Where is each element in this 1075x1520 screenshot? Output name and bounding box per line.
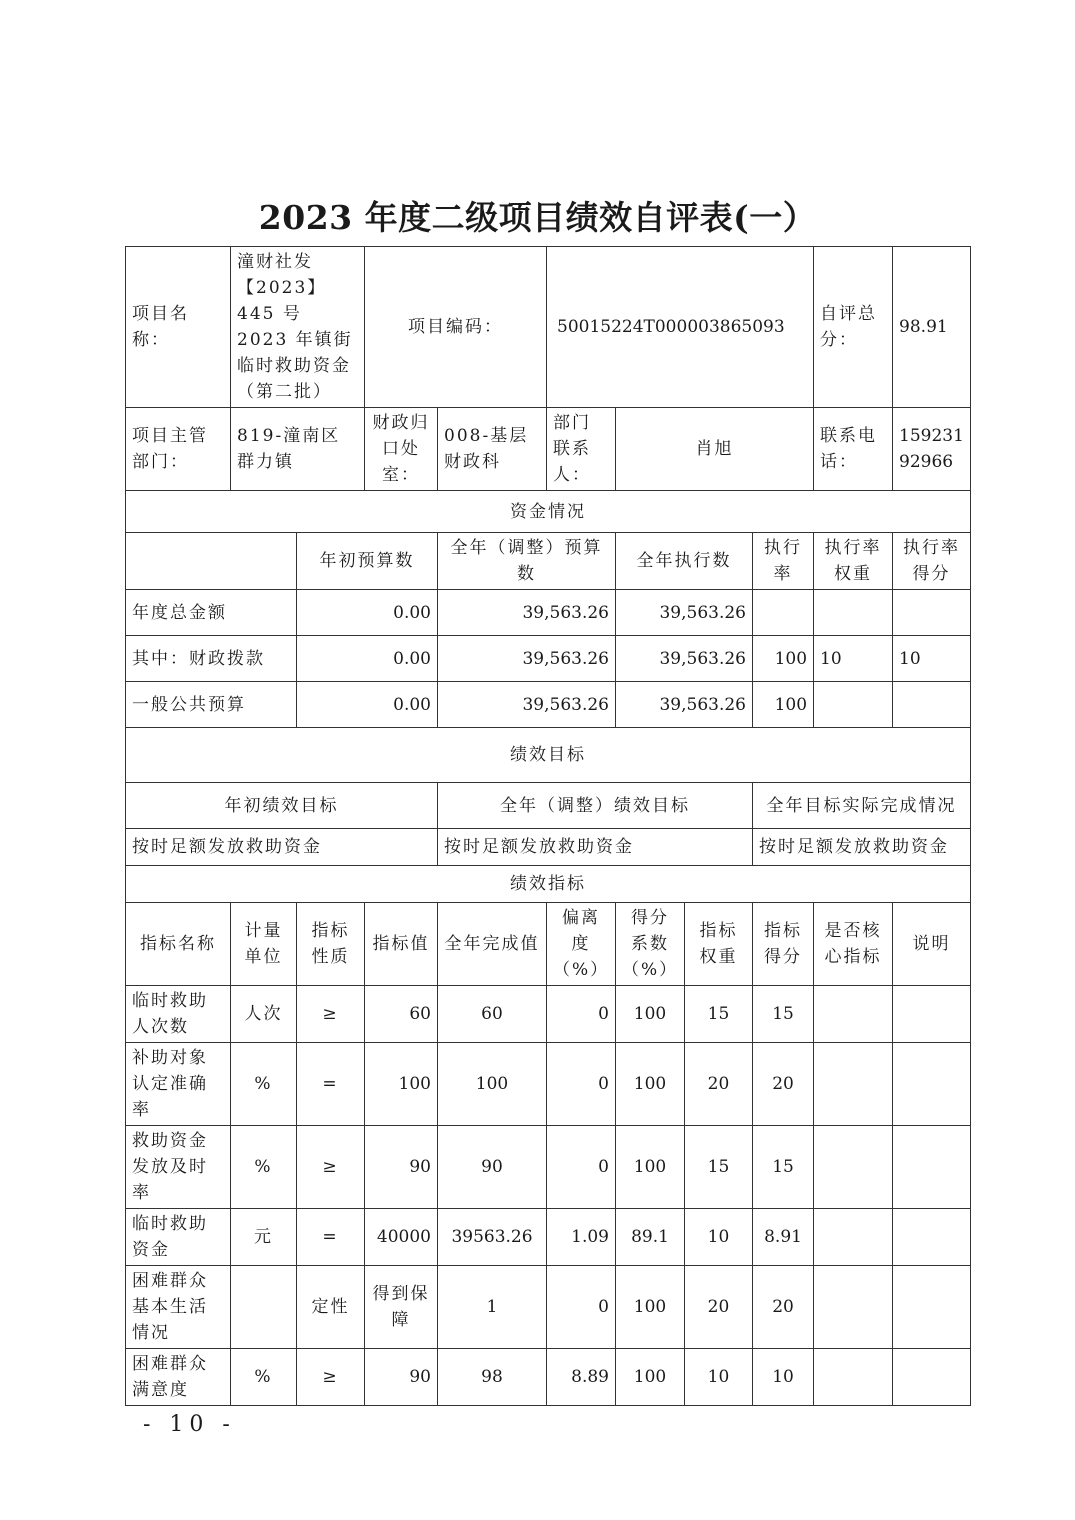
header-row-1 [126, 247, 971, 408]
ind-actual: 90 [438, 1126, 547, 1209]
ind-actual: 60 [438, 986, 547, 1043]
ind-col-actual: 全年完成值 [438, 903, 547, 986]
goals-adjusted: 按时足额发放救助资金 [438, 829, 753, 866]
ind-deviation: 0 [547, 1043, 616, 1126]
ind-name: 困难群众满意度 [126, 1349, 231, 1406]
ind-col-deviation: 偏离度（%） [547, 903, 616, 986]
funds-row-score: 10 [893, 636, 971, 682]
ind-score: 20 [753, 1043, 814, 1126]
contact-label: 部门联系人： [547, 408, 616, 491]
funds-row-executed: 39,563.26 [616, 636, 753, 682]
ind-coef: 89.1 [616, 1209, 685, 1266]
funds-row-adjusted: 39,563.26 [438, 636, 616, 682]
ind-unit: 人次 [231, 986, 297, 1043]
funds-row [126, 636, 971, 682]
ind-name: 临时救助资金 [126, 1209, 231, 1266]
ind-nature: ≥ [297, 1349, 365, 1406]
funds-row-initial: 0.00 [297, 682, 438, 728]
goals-initial: 按时足额发放救助资金 [126, 829, 438, 866]
ind-weight: 10 [685, 1209, 753, 1266]
project-code-value: 50015224T000003865093 [547, 247, 814, 408]
ind-actual: 1 [438, 1266, 547, 1349]
ind-coef: 100 [616, 1266, 685, 1349]
indicators-section-title: 绩效指标 [126, 866, 971, 903]
indicator-row [126, 1043, 971, 1126]
ind-core [814, 1266, 893, 1349]
ind-score: 10 [753, 1349, 814, 1406]
ind-name: 困难群众基本生活情况 [126, 1266, 231, 1349]
goals-section-title: 绩效目标 [126, 728, 971, 783]
goals-col-adjusted: 全年（调整）绩效目标 [438, 783, 753, 829]
ind-col-unit: 计量单位 [231, 903, 297, 986]
ind-deviation: 1.09 [547, 1209, 616, 1266]
ind-coef: 100 [616, 1043, 685, 1126]
ind-note [893, 1209, 971, 1266]
phone-label: 联系电话： [814, 408, 893, 491]
ind-actual: 100 [438, 1043, 547, 1126]
project-code-label: 项目编码： [365, 247, 547, 408]
page-number: - 10 - [143, 1412, 236, 1437]
funds-row-name: 年度总金额 [126, 590, 297, 636]
ind-core [814, 986, 893, 1043]
ind-nature: 定性 [297, 1266, 365, 1349]
ind-col-coef: 得分系数（%） [616, 903, 685, 986]
funds-col-executed: 全年执行数 [616, 533, 753, 590]
funds-row-executed: 39,563.26 [616, 590, 753, 636]
ind-nature: = [297, 1209, 365, 1266]
finance-office-value: 008-基层财政科 [438, 408, 547, 491]
ind-core [814, 1043, 893, 1126]
funds-row [126, 590, 971, 636]
ind-unit [231, 1266, 297, 1349]
ind-nature: = [297, 1043, 365, 1126]
funds-row-weight [814, 590, 893, 636]
ind-weight: 15 [685, 1126, 753, 1209]
funds-row-weight [814, 682, 893, 728]
ind-col-core: 是否核心指标 [814, 903, 893, 986]
goals-col-actual: 全年目标实际完成情况 [753, 783, 971, 829]
ind-nature: ≥ [297, 986, 365, 1043]
indicator-row [126, 1266, 971, 1349]
ind-nature: ≥ [297, 1126, 365, 1209]
funds-section-row [126, 491, 971, 533]
funds-row-rate [753, 590, 814, 636]
funds-row-initial: 0.00 [297, 636, 438, 682]
ind-col-target: 指标值 [365, 903, 438, 986]
dept-value: 819-潼南区群力镇 [231, 408, 365, 491]
ind-weight: 20 [685, 1043, 753, 1126]
goals-col-initial: 年初绩效目标 [126, 783, 438, 829]
ind-score: 15 [753, 986, 814, 1043]
funds-row-score [893, 590, 971, 636]
ind-unit: 元 [231, 1209, 297, 1266]
ind-target: 100 [365, 1043, 438, 1126]
ind-col-name: 指标名称 [126, 903, 231, 986]
funds-row-score [893, 682, 971, 728]
finance-office-label: 财政归口处室： [365, 408, 438, 491]
project-name-value: 潼财社发【2023】445 号 2023 年镇街临时救助资金（第二批） [231, 247, 365, 408]
indicator-row [126, 1349, 971, 1406]
performance-table [125, 246, 971, 1406]
funds-col-initial: 年初预算数 [297, 533, 438, 590]
funds-header-row [126, 533, 971, 590]
funds-row-weight: 10 [814, 636, 893, 682]
ind-target: 90 [365, 1349, 438, 1406]
funds-row-initial: 0.00 [297, 590, 438, 636]
ind-note [893, 1266, 971, 1349]
ind-note [893, 1349, 971, 1406]
ind-col-score: 指标得分 [753, 903, 814, 986]
ind-deviation: 8.89 [547, 1349, 616, 1406]
contact-value: 肖旭 [616, 408, 814, 491]
ind-deviation: 0 [547, 986, 616, 1043]
funds-row-rate: 100 [753, 682, 814, 728]
ind-name: 补助对象认定准确率 [126, 1043, 231, 1126]
ind-actual: 39563.26 [438, 1209, 547, 1266]
phone-value: 15923192966 [893, 408, 971, 491]
ind-col-nature: 指标性质 [297, 903, 365, 986]
funds-section-title: 资金情况 [126, 491, 971, 533]
ind-weight: 15 [685, 986, 753, 1043]
ind-target: 90 [365, 1126, 438, 1209]
funds-col-rate: 执行率 [753, 533, 814, 590]
indicators-section-row [126, 866, 971, 903]
ind-unit: % [231, 1126, 297, 1209]
funds-col-adjusted: 全年（调整）预算数 [438, 533, 616, 590]
goals-actual: 按时足额发放救助资金 [753, 829, 971, 866]
goals-header-row [126, 783, 971, 829]
ind-score: 8.91 [753, 1209, 814, 1266]
ind-deviation: 0 [547, 1126, 616, 1209]
ind-col-note: 说明 [893, 903, 971, 986]
ind-coef: 100 [616, 1349, 685, 1406]
funds-col-weight: 执行率权重 [814, 533, 893, 590]
ind-name: 救助资金发放及时率 [126, 1126, 231, 1209]
ind-weight: 20 [685, 1266, 753, 1349]
indicators-header-row [126, 903, 971, 986]
goals-row [126, 829, 971, 866]
funds-row-name: 一般公共预算 [126, 682, 297, 728]
funds-col-score: 执行率得分 [893, 533, 971, 590]
page-title: 2023 年度二级项目绩效自评表(一） [258, 198, 817, 237]
indicator-row [126, 1209, 971, 1266]
funds-row-adjusted: 39,563.26 [438, 682, 616, 728]
self-score-value: 98.91 [893, 247, 971, 408]
ind-deviation: 0 [547, 1266, 616, 1349]
goals-section-row [126, 728, 971, 783]
ind-actual: 98 [438, 1349, 547, 1406]
ind-note [893, 1043, 971, 1126]
funds-row-adjusted: 39,563.26 [438, 590, 616, 636]
ind-weight: 10 [685, 1349, 753, 1406]
ind-coef: 100 [616, 986, 685, 1043]
ind-note [893, 1126, 971, 1209]
ind-name: 临时救助人次数 [126, 986, 231, 1043]
ind-unit: % [231, 1043, 297, 1126]
dept-label: 项目主管部门： [126, 408, 231, 491]
funds-header-blank [126, 533, 297, 590]
funds-row-name: 其中：财政拨款 [126, 636, 297, 682]
ind-core [814, 1349, 893, 1406]
header-row-2 [126, 408, 971, 491]
ind-note [893, 986, 971, 1043]
indicator-row [126, 1126, 971, 1209]
ind-coef: 100 [616, 1126, 685, 1209]
ind-target: 得到保障 [365, 1266, 438, 1349]
funds-row-executed: 39,563.26 [616, 682, 753, 728]
ind-target: 60 [365, 986, 438, 1043]
ind-col-weight: 指标权重 [685, 903, 753, 986]
project-name-label: 项目名称： [126, 247, 231, 408]
ind-score: 20 [753, 1266, 814, 1349]
indicator-row [126, 986, 971, 1043]
ind-unit: % [231, 1349, 297, 1406]
ind-core [814, 1209, 893, 1266]
funds-row-rate: 100 [753, 636, 814, 682]
self-score-label: 自评总分： [814, 247, 893, 408]
funds-row [126, 682, 971, 728]
ind-score: 15 [753, 1126, 814, 1209]
ind-target: 40000 [365, 1209, 438, 1266]
ind-core [814, 1126, 893, 1209]
